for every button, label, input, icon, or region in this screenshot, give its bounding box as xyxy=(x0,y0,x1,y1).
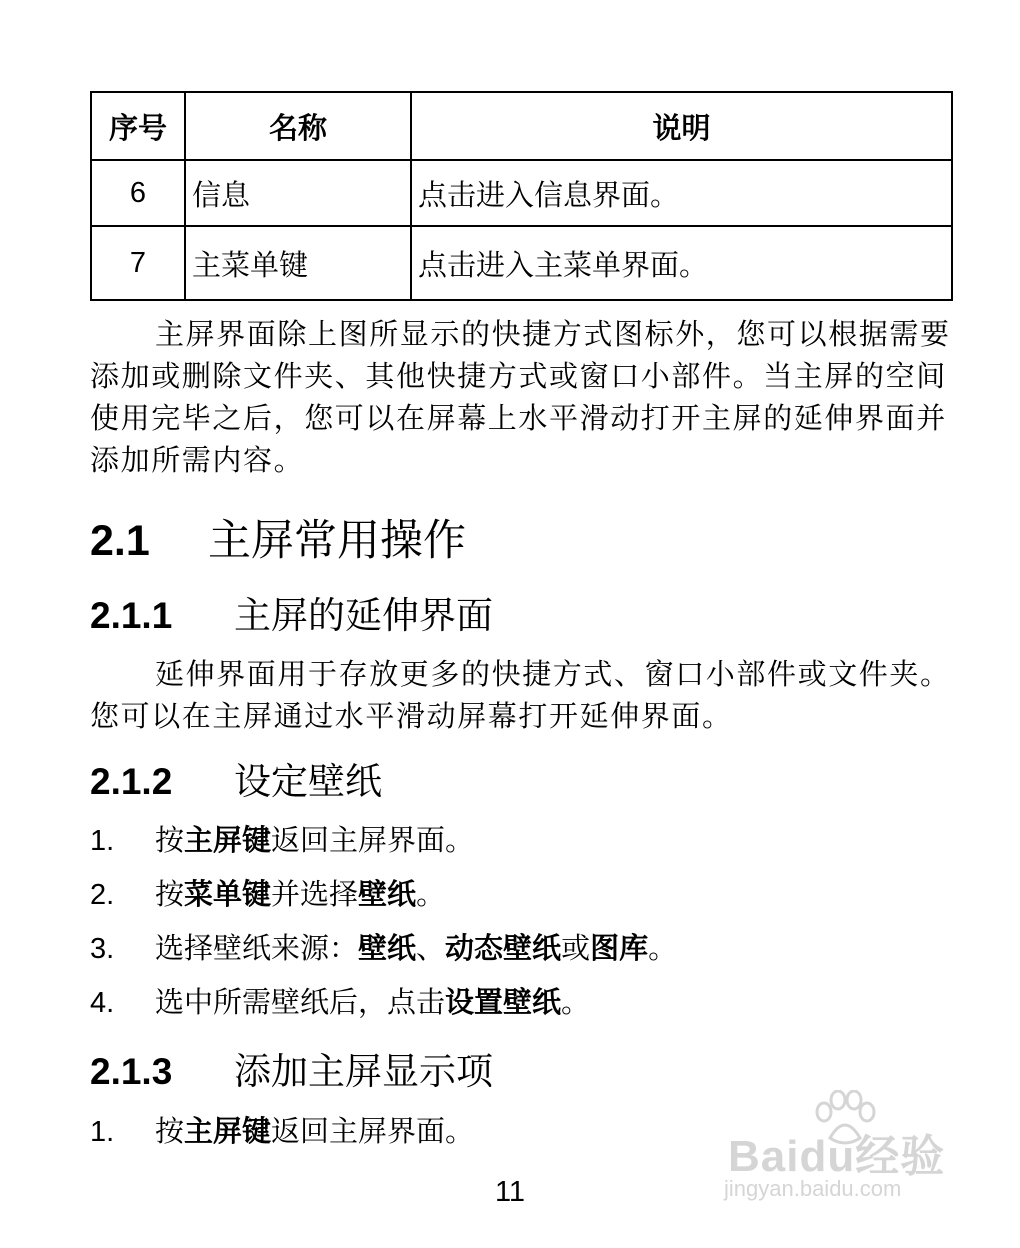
watermark-logo: Baidu经验 xyxy=(728,1132,946,1181)
section-title: 主屏的延伸界面 xyxy=(234,594,493,637)
section-paragraph: 延伸界面用于存放更多的快捷方式、窗口小部件或文件夹。您可以在主屏通过水平滑动屏幕打开延伸界面。 xyxy=(90,657,951,733)
list-item xyxy=(90,874,953,915)
emphasis-text: 动态壁纸 xyxy=(445,931,562,965)
emphasis-text: 壁纸 xyxy=(358,877,417,911)
table-header-cell: 序号 xyxy=(91,92,185,160)
table-cell: 主菜单键 xyxy=(185,226,411,300)
emphasis-text: 主屏键 xyxy=(184,823,272,857)
section-heading-2-1-3 xyxy=(90,1046,493,1097)
list-item-number: 1. xyxy=(90,825,115,857)
list-item xyxy=(90,820,953,861)
baidu-watermark xyxy=(720,1090,970,1210)
section-number: 2.1.1 xyxy=(90,595,173,636)
table-cell: 点击进入主菜单界面。 xyxy=(411,226,952,300)
section-number: 2.1.3 xyxy=(90,1051,173,1092)
list-item-number: 4. xyxy=(90,987,115,1019)
spec-table xyxy=(90,91,953,301)
emphasis-text: 图库 xyxy=(590,931,649,965)
section-number: 2.1.2 xyxy=(90,761,173,802)
list-item xyxy=(90,982,953,1023)
list-item-text: 并选择 xyxy=(271,877,359,911)
section-title: 主屏常用操作 xyxy=(208,516,466,566)
list-item-number: 3. xyxy=(90,933,115,965)
list-item-text: 返回主屏界面。 xyxy=(271,823,475,857)
table-cell: 信息 xyxy=(185,160,411,226)
emphasis-text: 菜单键 xyxy=(184,877,272,911)
table-cell: 6 xyxy=(91,160,185,226)
list-item-text: 或 xyxy=(561,931,591,965)
emphasis-text: 主屏键 xyxy=(184,1114,272,1148)
list-item-text: 按 xyxy=(155,877,185,911)
list-item-text: 。 xyxy=(561,985,591,1019)
section-heading-2-1 xyxy=(90,511,466,571)
table-header-row xyxy=(91,92,952,160)
list-item-text: 选中所需壁纸后，点击 xyxy=(155,985,446,1019)
list-item-number: 2. xyxy=(90,879,115,911)
list-item-text: 按 xyxy=(155,823,185,857)
list-item xyxy=(90,928,953,969)
emphasis-text: 壁纸 xyxy=(358,931,417,965)
list-item-text: 按 xyxy=(155,1114,185,1148)
list-item-text: 。 xyxy=(648,931,678,965)
table-cell: 点击进入信息界面。 xyxy=(411,160,952,226)
section-title: 添加主屏显示项 xyxy=(234,1050,493,1093)
watermark-url: jingyan.baidu.com xyxy=(724,1176,902,1201)
table-row xyxy=(91,160,952,226)
table-header-cell: 名称 xyxy=(185,92,411,160)
list-item-text: 选择壁纸来源： xyxy=(155,931,359,965)
list-item-text: 。 xyxy=(416,877,446,911)
table-header-cell: 说明 xyxy=(411,92,952,160)
section-heading-2-1-1 xyxy=(90,590,493,641)
table-row xyxy=(91,226,952,300)
list-item-number: 1. xyxy=(90,1116,115,1148)
page-number: 11 xyxy=(494,1176,526,1208)
list-item-text: 、 xyxy=(416,931,446,965)
emphasis-text: 设置壁纸 xyxy=(445,985,562,1019)
section-title: 设定壁纸 xyxy=(234,760,382,803)
list-item-text: 返回主屏界面。 xyxy=(271,1114,475,1148)
section-number: 2.1 xyxy=(90,517,150,565)
table-cell: 7 xyxy=(91,226,185,300)
intro-paragraph: 主屏界面除上图所显示的快捷方式图标外，您可以根据需要添加或删除文件夹、其他快捷方式或窗口小部件。当主屏的空间使用完毕之后，您可以在屏幕上水平滑动打开主屏的延伸界面并添加所需内容。 xyxy=(90,317,951,477)
section-heading-2-1-2 xyxy=(90,756,382,807)
